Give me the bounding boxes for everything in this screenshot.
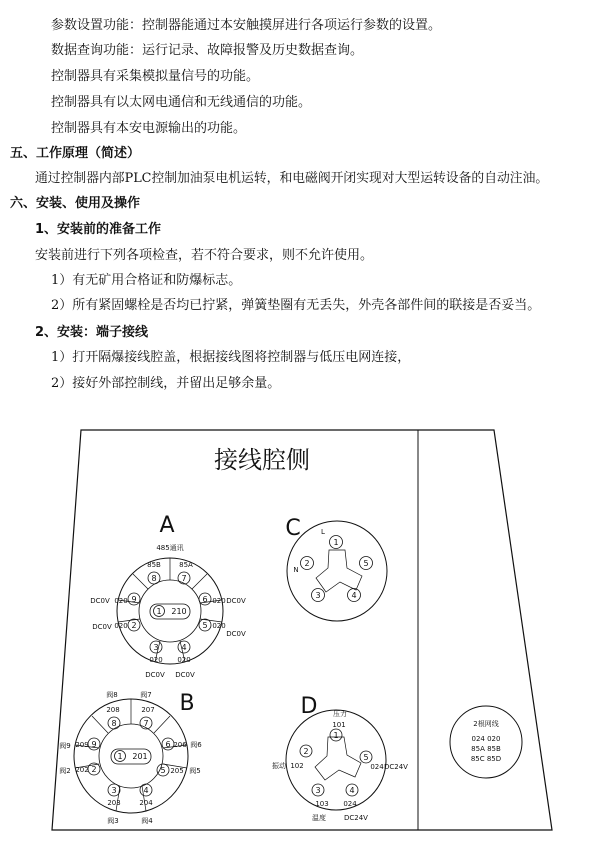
terminal-a-inner-ring	[139, 580, 201, 642]
terminal-b-pin-8	[106, 690, 120, 729]
svg-text:4: 4	[181, 643, 187, 652]
svg-text:阀9: 阀9	[59, 742, 71, 750]
svg-text:020: 020	[114, 622, 128, 630]
terminal-d	[272, 694, 408, 822]
install-step-1: 1）打开隔爆接线腔盖，根据接线图将控制器与低压电网连接，	[51, 350, 411, 365]
svg-text:温度: 温度	[312, 814, 326, 822]
svg-text:DC0V: DC0V	[92, 623, 112, 631]
section-5-paragraph: 通过控制器内部PLC控制加油泵电机运转，和电磁阀开闭实现对大型运转设备的自动注油。	[35, 171, 549, 186]
terminal-a-header: 485通讯	[156, 544, 184, 552]
section-6-1-paragraph: 安装前进行下列各项检查，若不符合要求，则不允许使用。	[35, 248, 374, 263]
terminal-c-pin-4	[348, 589, 361, 602]
svg-text:85A: 85A	[179, 561, 193, 569]
terminal-d-pin-3	[312, 784, 329, 822]
svg-text:2: 2	[304, 559, 310, 568]
svg-text:6: 6	[202, 595, 208, 604]
diagram-frame	[52, 430, 552, 830]
terminal-b-pin-7	[140, 690, 155, 729]
terminal-b-pin-2	[59, 763, 100, 775]
svg-text:DC24V: DC24V	[384, 763, 408, 771]
network-cable-title: 2根网线	[473, 720, 499, 728]
svg-text:209: 209	[75, 741, 89, 749]
svg-text:204: 204	[139, 799, 153, 807]
terminal-c-pin-2	[301, 557, 314, 570]
terminal-b-pin-9	[59, 738, 100, 750]
svg-text:6: 6	[165, 740, 171, 749]
svg-text:8: 8	[151, 574, 157, 583]
terminal-d-pin-2	[272, 745, 312, 770]
terminal-c-letter: C	[285, 516, 301, 541]
svg-text:203: 203	[107, 799, 121, 807]
diagram-title: 接线腔侧	[214, 446, 310, 474]
terminal-b-center-num: 1	[117, 752, 123, 761]
install-step-2: 2）接好外部控制线，并留出足够余量。	[51, 376, 281, 391]
terminal-c-pin-1	[330, 536, 343, 549]
svg-text:3: 3	[153, 643, 159, 652]
feature-analog-signal: 控制器具有采集模拟量信号的功能。	[51, 69, 260, 84]
section-6-2-heading: 2、安装：端子接线	[35, 325, 149, 340]
terminal-d-star	[315, 737, 361, 780]
svg-text:4: 4	[349, 786, 355, 795]
svg-text:阀3: 阀3	[107, 817, 119, 825]
network-cable-row-1: 024 020	[471, 735, 501, 743]
svg-text:5: 5	[160, 766, 166, 775]
terminal-c	[285, 516, 387, 621]
svg-text:3: 3	[111, 786, 117, 795]
svg-text:压力: 压力	[333, 710, 347, 718]
svg-text:024: 024	[370, 763, 384, 771]
svg-text:020: 020	[212, 622, 226, 630]
terminal-b-letter: B	[179, 691, 195, 716]
terminal-c-label-l: L	[321, 528, 325, 536]
terminal-a-dividers	[118, 558, 222, 662]
terminal-a-pin-4	[177, 641, 190, 664]
svg-text:024: 024	[343, 800, 357, 808]
svg-text:1: 1	[333, 731, 339, 740]
terminal-c-ring	[287, 521, 387, 621]
terminal-a-letter: A	[159, 513, 175, 538]
network-cable-row-3: 85C 85D	[470, 755, 502, 763]
terminal-a-pin-7	[178, 561, 193, 584]
feature-data-query: 数据查询功能：运行记录、故障报警及历史数据查询。	[51, 43, 364, 58]
svg-text:206: 206	[173, 741, 187, 749]
terminal-a-bottom-left: DC0V	[145, 671, 165, 679]
svg-text:4: 4	[351, 591, 357, 600]
terminal-a	[90, 513, 246, 679]
terminal-d-pin-4	[343, 784, 368, 822]
terminal-a-pin-2	[92, 619, 140, 631]
terminal-a-center-num: 1	[156, 607, 162, 616]
svg-text:阀6: 阀6	[190, 741, 202, 749]
svg-text:DC24V: DC24V	[344, 814, 368, 822]
svg-text:020: 020	[177, 656, 191, 664]
check-item-1: 1）有无矿用合格证和防爆标志。	[51, 273, 242, 288]
terminal-b-dividers	[75, 699, 187, 811]
terminal-a-center-code: 210	[171, 607, 187, 616]
network-cable-row-2: 85A 85B	[471, 745, 501, 753]
terminal-a-pin-3	[149, 641, 162, 664]
terminal-c-pin-3	[312, 589, 325, 602]
section-5-heading: 五、工作原理（简述）	[10, 146, 141, 161]
svg-text:85B: 85B	[147, 561, 161, 569]
svg-text:8: 8	[111, 719, 117, 728]
svg-text:阀7: 阀7	[140, 691, 152, 699]
terminal-a-pin-5	[199, 619, 246, 638]
svg-text:1: 1	[333, 538, 339, 547]
svg-text:5: 5	[363, 753, 369, 762]
check-item-2: 2）所有紧固螺栓是否均已拧紧，弹簧垫圈有无丢失，外壳各部件间的联接是否妥当。	[51, 298, 541, 313]
svg-text:阀8: 阀8	[106, 691, 118, 699]
feature-power-output: 控制器具有本安电源输出的功能。	[51, 121, 247, 136]
terminal-c-pin-5	[360, 557, 373, 570]
terminal-b-inner-ring	[99, 724, 166, 788]
svg-text:3: 3	[315, 591, 321, 600]
svg-text:2: 2	[303, 747, 309, 756]
terminal-d-letter: D	[300, 694, 318, 719]
svg-text:205: 205	[170, 767, 184, 775]
svg-text:阀4: 阀4	[141, 817, 153, 825]
svg-text:020: 020	[212, 597, 226, 605]
svg-text:5: 5	[363, 559, 369, 568]
svg-text:7: 7	[181, 574, 187, 583]
terminal-c-star	[316, 550, 362, 592]
svg-text:103: 103	[315, 800, 329, 808]
feature-ethernet-wireless: 控制器具有以太网电通信和无线通信的功能。	[51, 95, 312, 110]
terminal-b-pin-6	[162, 738, 202, 750]
svg-text:振动: 振动	[272, 762, 286, 770]
feature-param-setting: 参数设置功能：控制器能通过本安触摸屏进行各项运行参数的设置。	[51, 18, 442, 33]
svg-text:2: 2	[91, 765, 97, 774]
svg-text:2: 2	[131, 621, 137, 630]
svg-text:208: 208	[106, 706, 120, 714]
svg-text:9: 9	[131, 595, 137, 604]
svg-text:101: 101	[332, 721, 346, 729]
svg-text:4: 4	[143, 786, 149, 795]
terminal-a-pin-9	[90, 593, 140, 605]
svg-text:阀2: 阀2	[59, 767, 71, 775]
svg-text:102: 102	[290, 762, 304, 770]
terminal-a-pin-6	[199, 593, 246, 605]
terminal-d-pin-1	[330, 709, 347, 741]
terminal-b-pin-4	[139, 784, 153, 825]
svg-text:DC0V: DC0V	[226, 630, 246, 638]
svg-text:5: 5	[202, 621, 208, 630]
terminal-c-label-n: N	[293, 566, 299, 574]
terminal-b-pin-5	[157, 764, 201, 776]
svg-text:3: 3	[315, 786, 321, 795]
svg-text:DC0V: DC0V	[226, 597, 246, 605]
terminal-b	[59, 690, 202, 825]
network-cable-terminal	[450, 706, 522, 778]
section-6-heading: 六、安装、使用及操作	[10, 196, 141, 211]
section-6-1-heading: 1、安装前的准备工作	[35, 222, 162, 237]
terminal-d-pin-5	[360, 751, 408, 771]
terminal-a-bottom-right: DC0V	[175, 671, 195, 679]
svg-text:202: 202	[75, 766, 89, 774]
terminal-b-center-code: 201	[132, 752, 148, 761]
svg-text:020: 020	[149, 656, 163, 664]
svg-text:阀5: 阀5	[189, 767, 201, 775]
svg-text:7: 7	[143, 719, 149, 728]
terminal-a-pin-8	[147, 561, 161, 584]
svg-text:9: 9	[91, 740, 97, 749]
svg-text:207: 207	[141, 706, 155, 714]
svg-text:DC0V: DC0V	[90, 597, 110, 605]
wiring-diagram	[0, 420, 597, 849]
terminal-b-pin-3	[107, 784, 120, 825]
svg-text:020: 020	[114, 597, 128, 605]
